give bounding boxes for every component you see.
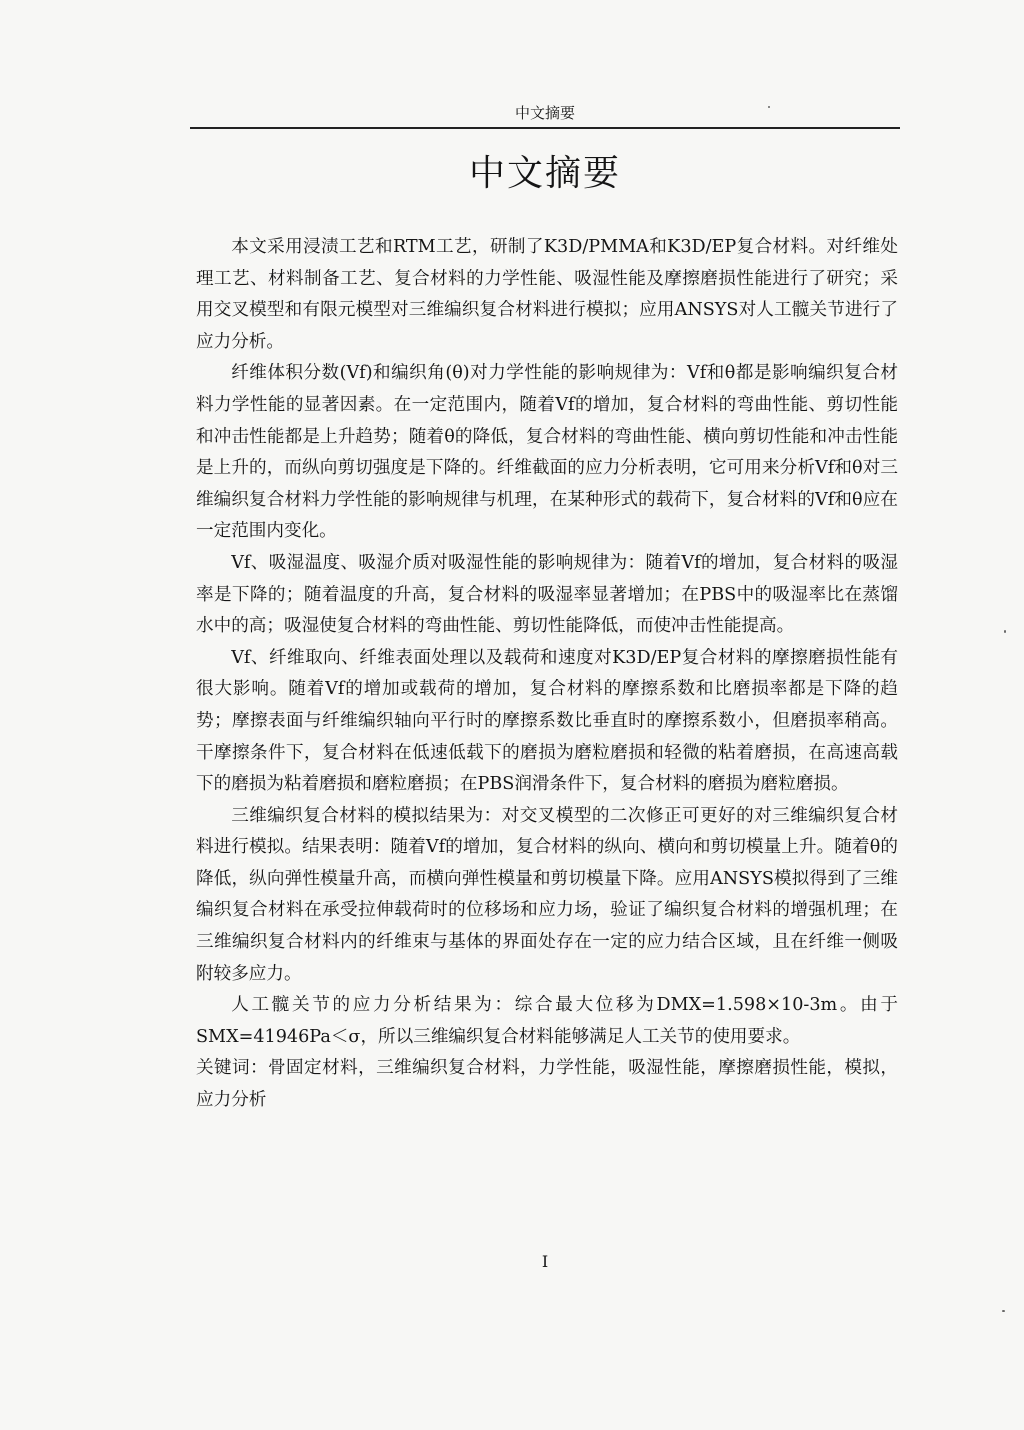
abstract-paragraph-2: 纤维体积分数(Vf)和编织角(θ)对力学性能的影响规律为：Vf和θ都是影响编织复合材料力学性能的显著因素。在一定范围内，随着Vf的增加，复合材料的弯曲性能、剪切性能和冲击性能都是上升趋势；随着θ的降低，复合材料的弯曲性能、横向剪切性能和冲击性能是上升的，而纵向剪切强度是下降的。纤维截面的应力分析表明，它可用来分析Vf和θ对三维编织复合材料力学性能的影响规律与机理，在某种形式的载荷下，复合材料的Vf和θ应在一定范围内变化。 bbox=[196, 363, 898, 542]
scan-speck bbox=[1002, 1310, 1005, 1312]
abstract-paragraph-4: Vf、纤维取向、纤维表面处理以及载荷和速度对K3D/EP复合材料的摩擦磨损性能有很大影响。随着Vf的增加或载荷的增加，复合材料的摩擦系数和比磨损率都是下降的趋势；摩擦表面与纤维编织轴向平行时的摩擦系数比垂直时的摩擦系数小，但磨损率稍高。干摩擦条件下，复合材料在低速低载下的磨损为磨粒磨损和轻微的粘着磨损，在高速高载下的磨损为粘着磨损和磨粒磨损；在PBS润滑条件下，复合材料的磨损为磨粒磨损。 bbox=[196, 647, 898, 795]
abstract-paragraph-1: 本文采用浸渍工艺和RTM工艺，研制了K3D/PMMA和K3D/EP复合材料。对纤维处理工艺、材料制备工艺、复合材料的力学性能、吸湿性能及摩擦磨损性能进行了研究；采用交叉模型和有限元模型对三维编织复合材料进行模拟；应用ANSYS对人工髋关节进行了应力分析。 bbox=[196, 237, 898, 352]
scan-speck bbox=[1004, 630, 1006, 633]
page-number: I bbox=[541, 1252, 549, 1271]
header-rule bbox=[190, 127, 900, 129]
abstract-paragraph-5: 三维编织复合材料的模拟结果为：对交叉模型的二次修正可更好的对三维编织复合材料进行模拟。结果表明：随着Vf的增加，复合材料的纵向、横向和剪切模量上升。随着θ的降低，纵向弹性模量升高，而横向弹性模量和剪切模量下降。应用ANSYS模拟得到了三维编织复合材料在承受拉伸载荷时的位移场和应力场，验证了编织复合材料的增强机理；在三维编织复合材料内的纤维束与基体的界面处存在一定的应力结合区域，且在纤维一侧吸附较多应力。 bbox=[196, 805, 898, 984]
keywords-line: 关键词：骨固定材料，三维编织复合材料，力学性能，吸湿性能，摩擦磨损性能，模拟，应力分析 bbox=[196, 1058, 898, 1111]
page-title: 中文摘要 bbox=[468, 153, 621, 194]
abstract-paragraph-6: 人工髋关节的应力分析结果为：综合最大位移为DMX=1.598×10-3m。由于SMX=41946Pa＜σ，所以三维编织复合材料能够满足人工关节的使用要求。 bbox=[196, 995, 898, 1047]
running-head: 中文摘要 bbox=[514, 104, 575, 122]
scan-speck bbox=[768, 106, 770, 108]
abstract-body bbox=[196, 232, 898, 1117]
abstract-paragraph-3: Vf、吸湿温度、吸湿介质对吸湿性能的影响规律为：随着Vf的增加，复合材料的吸湿率是下降的；随着温度的升高，复合材料的吸湿率显著增加；在PBS中的吸湿率比在蒸馏水中的高；吸湿使复合材料的弯曲性能、剪切性能降低，而使冲击性能提高。 bbox=[196, 552, 898, 637]
